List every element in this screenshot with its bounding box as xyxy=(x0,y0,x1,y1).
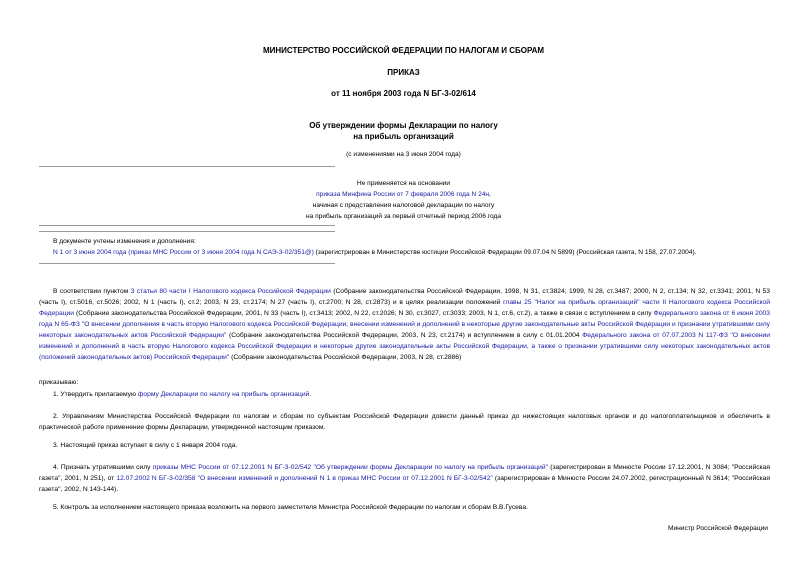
declaration-form-link[interactable]: форму Декларации по налогу на прибыль организаций xyxy=(137,391,310,398)
item-4 xyxy=(39,462,770,495)
chapter-25-link[interactable]: главы 25 "Налог на прибыль организаций" части II Налогового кодекса Российской Федерации xyxy=(39,299,770,317)
signature: Министр Российской Федерации xyxy=(667,525,768,532)
changes-link[interactable]: N 1 от 3 июня 2004 года (приказ МНС России от 3 июня 2004 года N САЭ-3-02/351@) xyxy=(53,249,314,256)
divider-2 xyxy=(39,225,335,226)
notice-line-4: на прибыль организаций за первый отчетный период 2006 года xyxy=(305,213,502,220)
divider-4 xyxy=(39,263,335,264)
item-1-text: 1. Утвердить прилагаемую xyxy=(53,391,138,398)
item-1 xyxy=(39,389,770,400)
notice-link-tail: , xyxy=(489,191,491,198)
divider-3 xyxy=(39,231,335,232)
notice-link[interactable]: приказа Минфина России от 7 февраля 2006 года N 24н xyxy=(316,191,490,198)
item-4-text-2: (зарегистрирован в Минюсте России 17.12.2001, N 3084; "Российская газета", 2001, N 251), от xyxy=(39,464,770,482)
item-1-end: . xyxy=(309,391,312,398)
ministry-heading: МИНИСТЕРСТВО РОССИЙСКОЙ ФЕДЕРАЦИИ ПО НАЛОГАМ И СБОРАМ xyxy=(262,46,545,55)
item-3: 3. Настоящий приказ вступает в силу с 1 января 2004 года. xyxy=(53,442,238,449)
changes-line xyxy=(53,249,793,256)
amendment-note: (с изменениями на 3 июня 2004 года) xyxy=(346,151,461,158)
changes-intro: В документе учтены изменения и дополнения: xyxy=(53,238,196,245)
order-bg-3-02-542-link[interactable]: приказы МНС России от 07.12.2001 N БГ-3-02/542 "Об утверждении формы Декларации по налогу на прибыль организаций" xyxy=(152,464,548,471)
preamble-text-2: (Собрание законодательства Российской Федерации, 1998, N 31, ст.3824; 1999, N 28, ст.3487; 2000, N 2, ст.134; N 32, ст.3341; 2001, N 53 (часть I), ст.5016, ст.5026; 2002, N 1 (часть I), ст.2; 2003, N 23, ст.2174; N 27 (часть I), ст.2700; N 28, ст.2873) и в целях реализации положений xyxy=(39,288,770,306)
item-5: 5. Контроль за исполнением настоящего приказа возложить на первого заместителя Министра Российской Федерации по налогам и сборам В.В.Гусева. xyxy=(53,504,528,511)
notice-line-1: Не применяется на основании xyxy=(356,180,451,187)
notice-block xyxy=(0,178,807,222)
item-4-text-3: (зарегистрирован в Минюсте России 24.07.2002, регистрационный N 3614; "Российская газета", 2002, N 143-144). xyxy=(39,475,770,493)
preamble-text-4: (Собрание законодательства Российской Федерации, 2003, N 23, ст.2174) и вступлением в силу с 01.01.2004 xyxy=(226,332,583,339)
divider-1 xyxy=(39,166,335,167)
tax-code-article-link[interactable]: 3 статьи 80 части I Налогового кодекса Российской Федерации xyxy=(130,288,331,295)
title-line-2: на прибыль организаций xyxy=(353,132,454,141)
preamble-paragraph xyxy=(39,286,770,363)
item-4-text-1: 4. Признать утратившими силу xyxy=(53,464,153,471)
notice-line-2 xyxy=(0,189,807,200)
law-117-fz-link[interactable]: Федерального закона от 07.07.2003 N 117-ФЗ "О внесении изменений и дополнений в часть вторую Налогового кодекса Российской Федерации и некоторые другие законодательные акты Российской Федерации, а также о признании утратившими силу некоторых законодательных актов (положений законодательных актов) Российской Федерации" xyxy=(39,332,770,361)
doc-type-heading: ПРИКАЗ xyxy=(387,68,420,77)
changes-tail: (зарегистрирован в Министерстве юстиции Российской Федерации 09.07.04 N 5899) (Российская газета, N 158, 27.07.2004). xyxy=(313,249,697,256)
preamble-text-1: В соответствии пунктом xyxy=(53,288,131,295)
order-bg-3-02-358-link[interactable]: 12.07.2002 N БГ-3-02/358 "О внесении изменений и дополнений N 1 в приказ МНС России от 07.12.2001 N БГ-3-02/542" xyxy=(116,475,493,482)
date-number-heading: от 11 ноября 2003 года N БГ-3-02/614 xyxy=(331,89,476,98)
preamble-text-5: (Собрание законодательства Российской Федерации, 2003, N 28, ст.2886) xyxy=(229,354,462,361)
notice-line-3: начиная с представления налоговой декларации по налогу xyxy=(312,202,495,209)
item-2: 2. Управлениям Министерства Российской Федерации по налогам и сборам по субъектам Российской Федерации довести данный приказ до нижестоящих налоговых органов и до налогоплательщиков и обеспечить в практической работе применение формы Декларации, утвержденной настоящим приказом. xyxy=(39,413,770,431)
order-word: приказываю: xyxy=(39,379,79,386)
title-line-1: Об утверждении формы Декларации по налогу xyxy=(309,121,498,130)
preamble-text-3: (Собрание законодательства Российской Федерации, 2001, N 33 (часть I), ст.3413; 2002, N 22, ст.2026; N 30, ст.3027, ст.3033; 2003, N 1, ст.6, ст.2), а также в связи с вступлением в силу xyxy=(74,310,654,317)
law-65-fz-link[interactable]: Федерального закона от 6 июня 2003 года N 65-ФЗ "О внесении дополнения в часть вторую Налогового кодекса Российской Федерации, внесении изменений и дополнений в некоторые другие законодательные акты Российской Федерации и признании утратившими силу некоторых законодательных актов Российской Федерации" xyxy=(39,310,770,339)
